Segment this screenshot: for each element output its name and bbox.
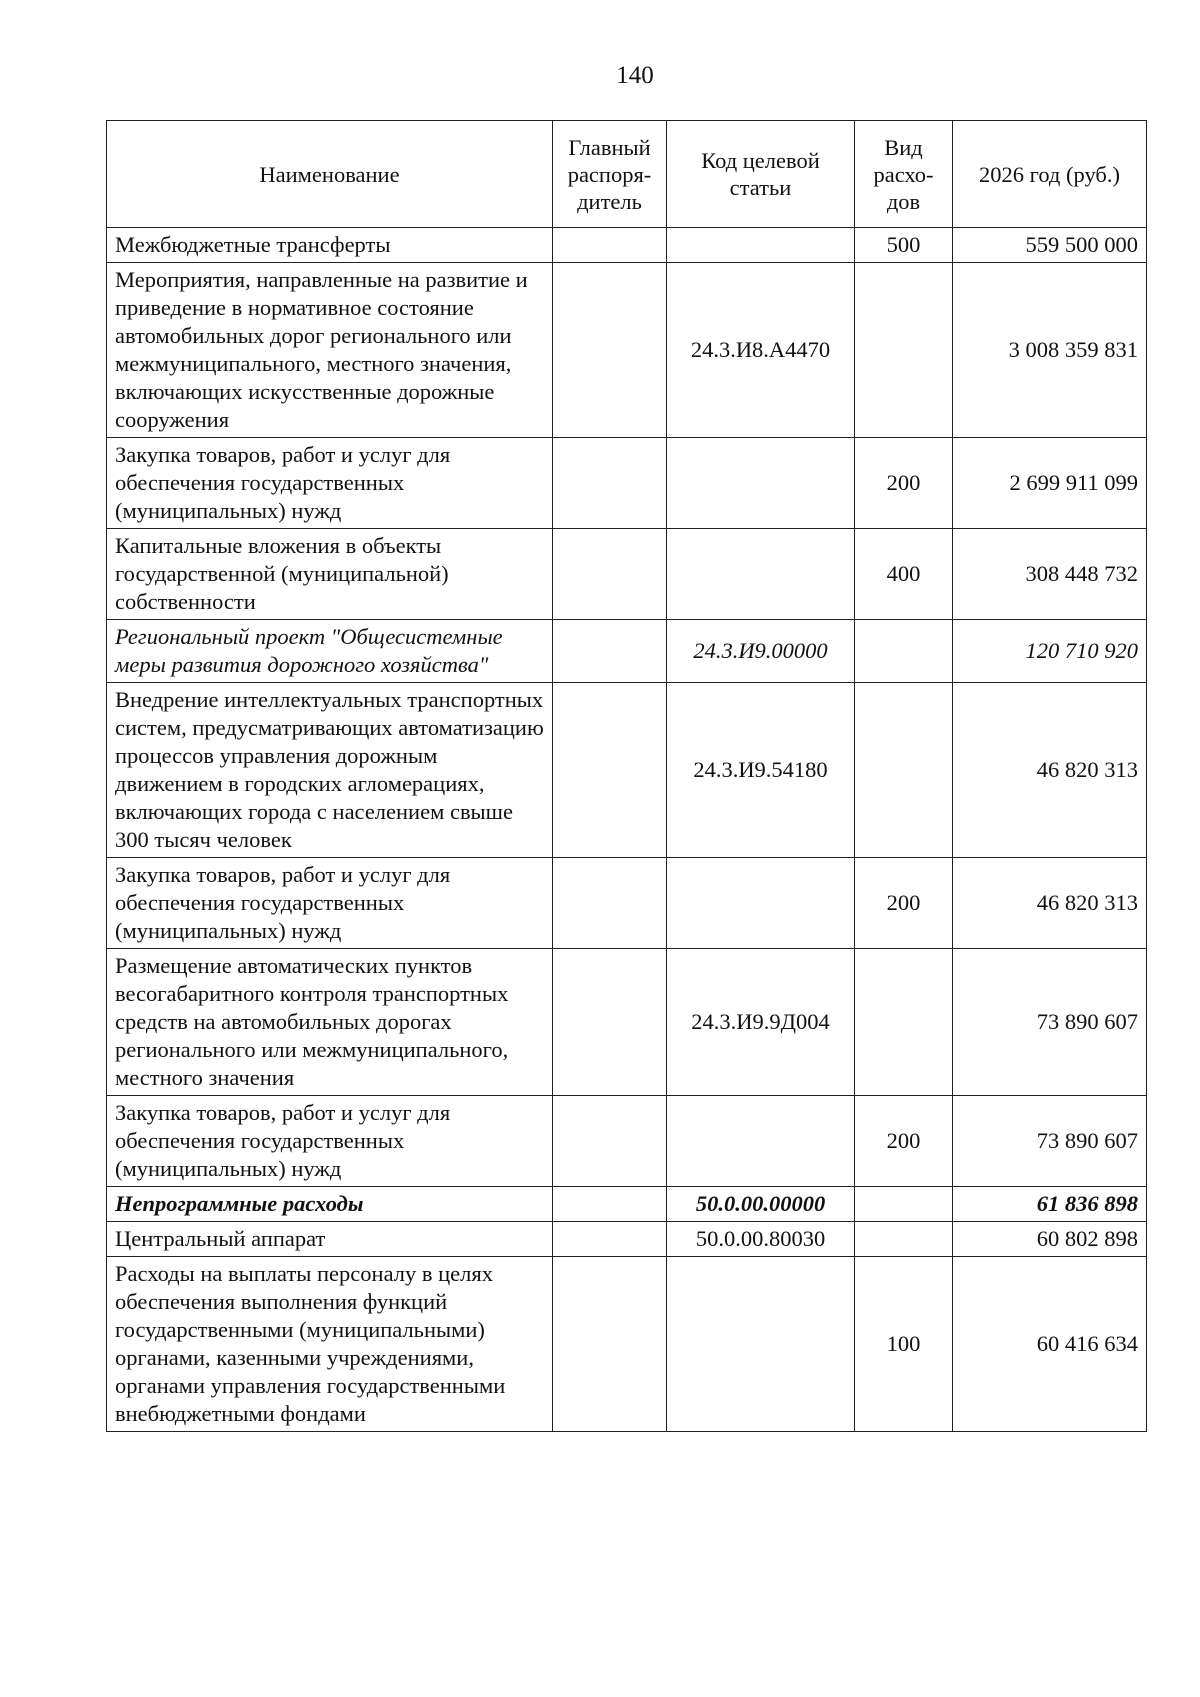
cell-name: Закупка товаров, работ и услуг для обеспечения государственных (муниципальных) нужд bbox=[107, 858, 553, 949]
budget-table bbox=[106, 120, 1147, 1432]
cell-code bbox=[667, 1096, 855, 1187]
table-row bbox=[107, 949, 1147, 1096]
cell-code: 24.3.И9.9Д004 bbox=[667, 949, 855, 1096]
cell-amount: 60 802 898 bbox=[953, 1222, 1147, 1257]
cell-name: Непрограммные расходы bbox=[107, 1187, 553, 1222]
header-code: Код целевой статьи bbox=[667, 121, 855, 228]
cell-name: Региональный проект "Общесистемные меры развития дорожного хозяйства" bbox=[107, 620, 553, 683]
cell-amount: 3 008 359 831 bbox=[953, 263, 1147, 438]
cell-name: Межбюджетные трансферты bbox=[107, 228, 553, 263]
cell-name: Мероприятия, направленные на развитие и приведение в нормативное состояние автомобильных дорог регионального или межмуниципального, местного значения, включающих искусственные дорожные сооружения bbox=[107, 263, 553, 438]
header-amount: 2026 год (руб.) bbox=[953, 121, 1147, 228]
cell-amount: 60 416 634 bbox=[953, 1257, 1147, 1432]
table-row bbox=[107, 529, 1147, 620]
table-row bbox=[107, 683, 1147, 858]
cell-expense-type bbox=[855, 683, 953, 858]
cell-amount: 73 890 607 bbox=[953, 949, 1147, 1096]
cell-amount: 559 500 000 bbox=[953, 228, 1147, 263]
cell-expense-type bbox=[855, 263, 953, 438]
cell-expense-type: 200 bbox=[855, 1096, 953, 1187]
cell-administrator bbox=[553, 1187, 667, 1222]
cell-amount: 46 820 313 bbox=[953, 858, 1147, 949]
cell-name: Внедрение интеллектуальных транспортных систем, предусматривающих автоматизацию процессов управления дорожным движением в городских агломерациях, включающих города с населением свыше 300 тысяч человек bbox=[107, 683, 553, 858]
cell-administrator bbox=[553, 620, 667, 683]
cell-code bbox=[667, 228, 855, 263]
cell-expense-type bbox=[855, 1222, 953, 1257]
cell-code: 50.0.00.80030 bbox=[667, 1222, 855, 1257]
cell-code: 50.0.00.00000 bbox=[667, 1187, 855, 1222]
cell-amount: 120 710 920 bbox=[953, 620, 1147, 683]
cell-amount: 61 836 898 bbox=[953, 1187, 1147, 1222]
table-header-row bbox=[107, 121, 1147, 228]
cell-code bbox=[667, 529, 855, 620]
table-row bbox=[107, 1222, 1147, 1257]
table-row bbox=[107, 620, 1147, 683]
cell-administrator bbox=[553, 949, 667, 1096]
cell-amount: 73 890 607 bbox=[953, 1096, 1147, 1187]
table-row bbox=[107, 1187, 1147, 1222]
cell-expense-type bbox=[855, 949, 953, 1096]
cell-code: 24.3.И8.А4470 bbox=[667, 263, 855, 438]
cell-administrator bbox=[553, 1096, 667, 1187]
cell-name: Закупка товаров, работ и услуг для обеспечения государственных (муниципальных) нужд bbox=[107, 1096, 553, 1187]
cell-administrator bbox=[553, 1257, 667, 1432]
cell-name: Закупка товаров, работ и услуг для обеспечения государственных (муниципальных) нужд bbox=[107, 438, 553, 529]
cell-administrator bbox=[553, 529, 667, 620]
cell-administrator bbox=[553, 1222, 667, 1257]
cell-expense-type: 500 bbox=[855, 228, 953, 263]
header-name: Наименование bbox=[107, 121, 553, 228]
cell-code bbox=[667, 1257, 855, 1432]
page-number: 140 bbox=[616, 62, 654, 89]
header-expense-type: Вид расхо- дов bbox=[855, 121, 953, 228]
cell-name: Размещение автоматических пунктов весогабаритного контроля транспортных средств на автомобильных дорогах регионального или межмуниципального, местного значения bbox=[107, 949, 553, 1096]
cell-code bbox=[667, 438, 855, 529]
cell-code: 24.3.И9.54180 bbox=[667, 683, 855, 858]
cell-amount: 2 699 911 099 bbox=[953, 438, 1147, 529]
cell-name: Центральный аппарат bbox=[107, 1222, 553, 1257]
table-row bbox=[107, 228, 1147, 263]
table-row bbox=[107, 263, 1147, 438]
table-row bbox=[107, 438, 1147, 529]
cell-code: 24.3.И9.00000 bbox=[667, 620, 855, 683]
cell-expense-type: 400 bbox=[855, 529, 953, 620]
table-row bbox=[107, 858, 1147, 949]
cell-expense-type: 100 bbox=[855, 1257, 953, 1432]
table-row bbox=[107, 1096, 1147, 1187]
cell-administrator bbox=[553, 438, 667, 529]
table-body bbox=[107, 228, 1147, 1432]
cell-expense-type bbox=[855, 1187, 953, 1222]
cell-name: Капитальные вложения в объекты государственной (муниципальной) собственности bbox=[107, 529, 553, 620]
cell-amount: 308 448 732 bbox=[953, 529, 1147, 620]
header-administrator: Главный распоря- дитель bbox=[553, 121, 667, 228]
cell-administrator bbox=[553, 683, 667, 858]
cell-administrator bbox=[553, 858, 667, 949]
cell-administrator bbox=[553, 263, 667, 438]
table-row bbox=[107, 1257, 1147, 1432]
cell-expense-type: 200 bbox=[855, 858, 953, 949]
cell-code bbox=[667, 858, 855, 949]
cell-name: Расходы на выплаты персоналу в целях обеспечения выполнения функций государственными (муниципальными) органами, казенными учреждениями, органами управления государственными внебюджетными фондами bbox=[107, 1257, 553, 1432]
cell-expense-type: 200 bbox=[855, 438, 953, 529]
cell-amount: 46 820 313 bbox=[953, 683, 1147, 858]
cell-administrator bbox=[553, 228, 667, 263]
cell-expense-type bbox=[855, 620, 953, 683]
